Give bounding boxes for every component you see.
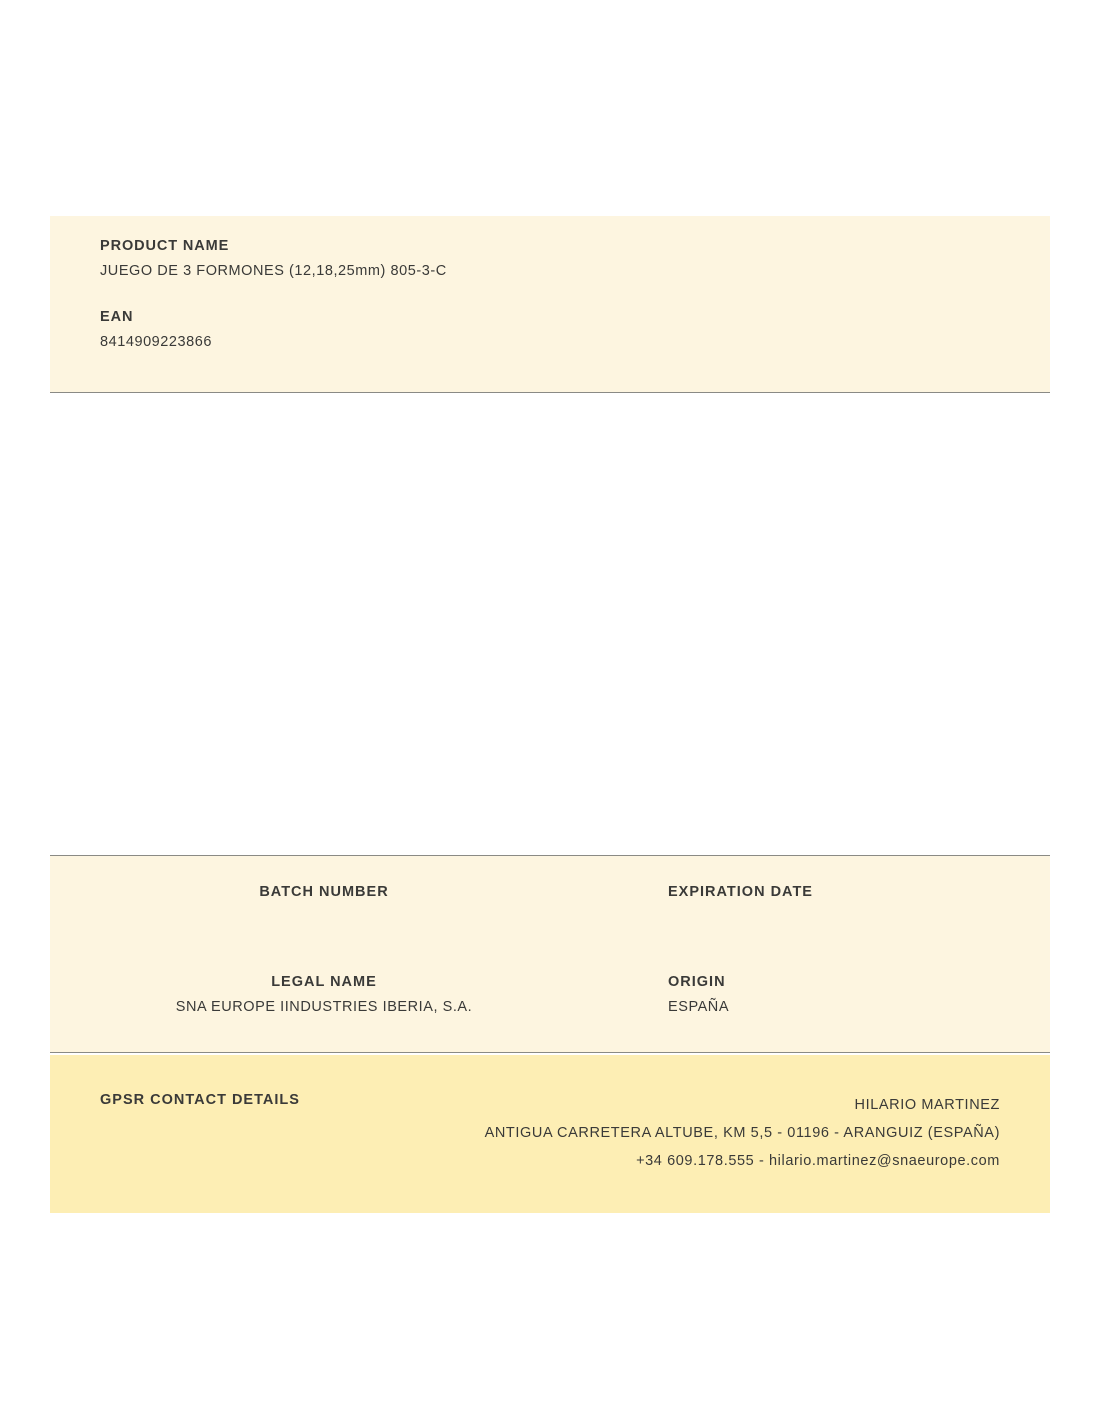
product-details-block [50, 855, 1050, 1053]
legal-name-label: LEGAL NAME [271, 974, 377, 990]
legal-origin-row [50, 974, 1050, 1016]
legal-name-value: SNA EUROPE IINDUSTRIES IBERIA, S.A. [175, 999, 473, 1015]
gpsr-contact-block [50, 1055, 1050, 1213]
origin-cell [650, 974, 1050, 1016]
origin-label: ORIGIN [668, 974, 726, 990]
gpsr-contact-lines [300, 1091, 1000, 1175]
ean-value: 8414909223866 [100, 334, 212, 350]
batch-number-value [50, 909, 598, 926]
gpsr-contact-name: HILARIO MARTINEZ [854, 1097, 1000, 1113]
gpsr-contact-phone-email: +34 609.178.555 - hilario.martinez@snaeurope.com [636, 1153, 1000, 1169]
gpsr-contact-title: GPSR CONTACT DETAILS [100, 1092, 300, 1108]
origin-value: ESPAÑA [668, 999, 730, 1015]
product-name-value: JUEGO DE 3 FORMONES (12,18,25mm) 805-3-C [100, 263, 447, 279]
expiration-date-label: EXPIRATION DATE [668, 884, 813, 900]
gpsr-contact-address: ANTIGUA CARRETERA ALTUBE, KM 5,5 - 01196 - ARANGUIZ (ESPAÑA) [484, 1125, 1000, 1141]
batch-expiration-row [50, 884, 1050, 926]
batch-number-cell [50, 884, 650, 926]
expiration-date-value [668, 909, 1050, 926]
legal-name-cell [50, 974, 650, 1016]
product-info-block [50, 216, 1050, 393]
expiration-date-cell [650, 884, 1050, 926]
batch-number-label: BATCH NUMBER [259, 884, 389, 900]
product-name-label: PRODUCT NAME [100, 238, 230, 254]
ean-label: EAN [100, 309, 134, 325]
